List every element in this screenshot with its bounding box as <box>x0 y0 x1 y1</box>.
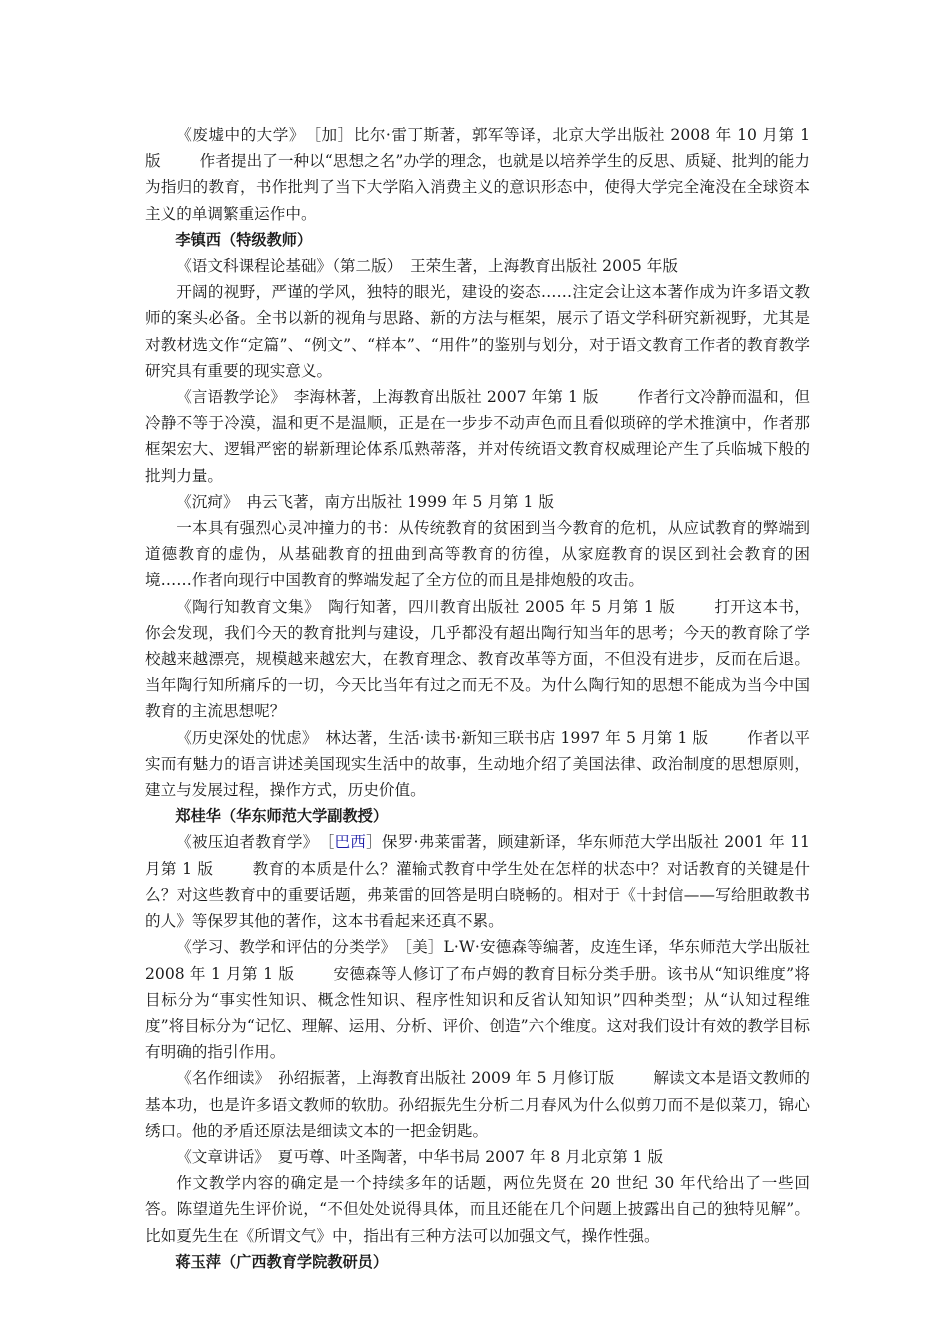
country-link[interactable]: 巴西 <box>334 833 367 852</box>
section-author-heading: 蒋玉萍（广西教育学院教研员） <box>175 1252 389 1271</box>
paragraph <box>145 934 810 1065</box>
paragraph <box>145 279 810 384</box>
paragraph <box>145 253 810 279</box>
paragraph-text: 《沉疴》 冉云飞著，南方出版社 1999 年 5 月第 1 版 <box>176 492 554 511</box>
paragraph <box>145 515 810 594</box>
paragraph-text: 作者行文冷静而温和，但冷静不等于冷漠，温和更不是温顺，正是在一步步不动声色而且看似琐碎的学术推演中，作者那框架宏大、逻辑严密的崭新理论体系瓜熟蒂落，并对传统语文教育权威理论产生了兵临城下般的批判力量。 <box>145 388 810 485</box>
paragraph-text: 作文教学内容的确定是一个持续多年的话题，两位先贤在 20 世纪 30 年代给出了一些回答。陈望道先生评价说，“不但处处说得具体，而且还能在几个问题上披露出自己的独特见解”。比如夏先生在《所谓文气》中，指出有三种方法可以加强文气，操作性强。 <box>145 1174 810 1245</box>
paragraph <box>145 725 810 804</box>
paragraph-text: 《历史深处的忧虑》 林达著，生活·读书·新知三联书店 1997 年 5 月第 1 版 <box>176 728 709 747</box>
paragraph-text: 解读文本是语文教师的基本功，也是许多语文教师的软肋。孙绍振先生分析二月春风为什么似剪刀而不是似菜刀，锦心绣口。他的矛盾还原法是细读文本的一把金钥匙。 <box>145 1069 810 1140</box>
paragraph-text: 作者提出了一种以“思想之名”办学的理念，也就是以培养学生的反思、质疑、批判的能力为指归的教育，书作批判了当下大学陷入消费主义的意识形态中，使得大学完全淹没在全球资本主义的单调繁重运作中。 <box>145 152 810 223</box>
paragraph-text: 开阔的视野，严谨的学风，独特的眼光，建设的姿态……注定会让这本著作成为许多语文教师的案头必备。全书以新的视角与思路、新的方法与框架，展示了语文学科研究新视野，尤其是对教材选文作“定篇”、“例文”、“样本”、“用件”的鉴别与划分，对于语文教育工作者的教育教学研究具有重要的现实意义。 <box>145 283 810 380</box>
paragraph-text: 《陶行知教育文集》 陶行知著，四川教育出版社 2005 年 5 月第 1 版 <box>176 597 676 616</box>
paragraph-text: 教育的本质是什么？灌输式教育中学生处在怎样的状态中？对话教育的关键是什么？对这些教育中的重要话题，弗莱雷的回答是明白晓畅的。相对于《十封信——写给胆敢教书的人》等保罗其他的著作，这本书看起来还真不累。 <box>145 859 810 931</box>
paragraph <box>145 1170 810 1249</box>
paragraph-text: 《废墟中的大学》 ［加］比尔·雷丁斯著，郭军等译，北京大学出版社 2008 年 10 月第 1 版 <box>145 126 810 171</box>
paragraph-text: 打开这本书，你会发现，我们今天的教育批判与建设，几乎都没有超出陶行知当年的思考；今天的教育除了学校越来越漂亮，规模越来越宏大，在教育理念、教育改革等方面，不但没有进步，反而在后退。当年陶行知所痛斥的一切，今天比当年有过之而无不及。为什么陶行知的思想不能成为当今中国教育的主流思想呢？ <box>145 597 810 721</box>
paragraph <box>145 122 810 227</box>
section-author-heading: 李镇西（特级教师） <box>175 230 313 249</box>
paragraph <box>145 489 810 515</box>
paragraph-text: 作者以平实而有魅力的语言讲述美国现实生活中的故事，生动地介绍了美国法律、政治制度的思想原则，建立与发展过程，操作方式，历史价值。 <box>145 728 810 800</box>
paragraph <box>145 384 810 489</box>
paragraph-text: 《文章讲话》 夏丏尊、叶圣陶著，中华书局 2007 年 8 月北京第 1 版 <box>176 1147 664 1166</box>
paragraph-text: ］保罗·弗莱雷著，顾建新译，华东师范大学出版社 2001 年 11 月第 1 版 <box>145 833 810 878</box>
paragraph-text: 《名作细读》 孙绍振著，上海教育出版社 2009 年 5 月修订版 <box>176 1069 615 1088</box>
document-page <box>145 122 810 1275</box>
paragraph-text: 一本具有强烈心灵冲撞力的书：从传统教育的贫困到当今教育的危机，从应试教育的弊端到道德教育的虚伪，从基础教育的扭曲到高等教育的彷徨，从家庭教育的误区到社会教育的困境……作者向现行中国教育的弊端发起了全方位的而且是排炮般的攻击。 <box>145 519 810 590</box>
paragraph <box>145 1065 810 1144</box>
paragraph-text: 安德森等人修订了布卢姆的教育目标分类手册。该书从“知识维度”将目标分为“事实性知识、概念性知识、程序性知识和反省认知知识”四种类型；从“认知过程维度”将目标分为“记忆、理解、运用、分析、评价、创造”六个维度。这对我们设计有效的教学目标有明确的指引作用。 <box>145 964 811 1062</box>
paragraph <box>145 594 810 725</box>
paragraph-text: 《言语教学论》 李海林著，上海教育出版社 2007 年第 1 版 <box>176 388 599 407</box>
paragraph-text: 《学习、教学和评估的分类学》 ［美］L·W·安德森等编著，皮连生译，华东师范大学出版社 2008 年 1 月第 1 版 <box>145 938 810 983</box>
paragraph-text: 《语文科课程论基础》（第二版） 王荣生著，上海教育出版社 2005 年版 <box>176 257 678 276</box>
paragraph-text: 《被压迫者教育学》 ［ <box>176 833 335 852</box>
paragraph <box>145 1144 810 1170</box>
section-author-heading: 郑桂华（华东师范大学副教授） <box>175 807 389 826</box>
paragraph <box>145 829 810 934</box>
